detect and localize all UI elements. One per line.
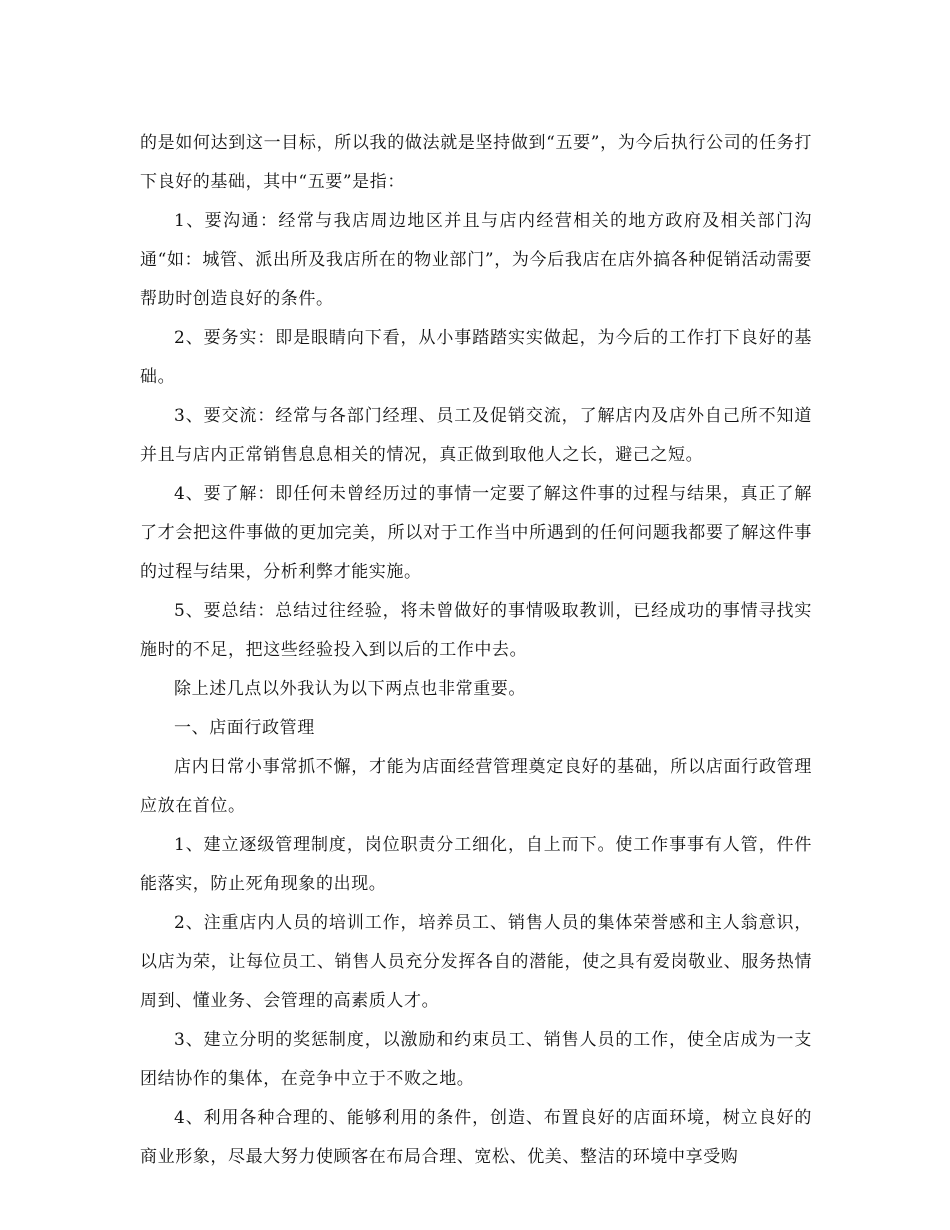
paragraph-item-exchange: 3、要交流：经常与各部门经理、员工及促销交流，了解店内及店外自己所不知道并且与店内正常销售息息相关的情况，真正做到取他人之长，避己之短。 xyxy=(140,406,812,465)
paragraph-item-practical: 2、要务实：即是眼睛向下看，从小事踏踏实实做起，为今后的工作打下良好的基础。 xyxy=(140,328,812,387)
section-heading-store-admin: 一、店面行政管理 xyxy=(174,718,315,738)
paragraph-store-admin-intro: 店内日常小事常抓不懈，才能为店面经营管理奠定良好的基础，所以店面行政管理应放在首位。 xyxy=(140,757,812,816)
paragraph-continuation: 的是如何达到这一目标，所以我的做法就是坚持做到“五要”，为今后执行公司的任务打下良好的基础，其中“五要”是指： xyxy=(140,133,812,192)
paragraph-admin-item-4: 4、利用各种合理的、能够利用的条件，创造、布置良好的店面环境，树立良好的商业形象，尽最大努力使顾客在布局合理、宽松、优美、整洁的环境中享受购 xyxy=(140,1108,812,1167)
paragraph-admin-item-2: 2、注重店内人员的培训工作，培养员工、销售人员的集体荣誉感和主人翁意识，以店为荣，让每位员工、销售人员充分发挥各自的潜能，使之具有爱岗敬业、服务热情周到、懂业务、会管理的高素质人才。 xyxy=(140,913,812,1011)
paragraph-item-summarize: 5、要总结：总结过往经验，将未曾做好的事情吸取教训，已经成功的事情寻找实施时的不足，把这些经验投入到以后的工作中去。 xyxy=(140,601,812,660)
paragraph-item-communicate: 1、要沟通：经常与我店周边地区并且与店内经营相关的地方政府及相关部门沟通“如：城管、派出所及我店所在的物业部门”，为今后我店在店外搞各种促销活动需要帮助时创造良好的条件。 xyxy=(140,211,812,309)
paragraph-item-understand: 4、要了解：即任何未曾经历过的事情一定要了解这件事的过程与结果，真正了解了才会把这件事做的更加完美，所以对于工作当中所遇到的任何问题我都要了解这件事的过程与结果，分析利弊才能实施。 xyxy=(140,484,812,582)
document-body xyxy=(140,124,812,1177)
paragraph-admin-item-1: 1、建立逐级管理制度，岗位职责分工细化，自上而下。使工作事事有人管，件件能落实，防止死角现象的出现。 xyxy=(140,835,812,894)
paragraph-admin-item-3: 3、建立分明的奖惩制度，以激励和约束员工、销售人员的工作，使全店成为一支团结协作的集体，在竞争中立于不败之地。 xyxy=(140,1030,812,1089)
paragraph-transition: 除上述几点以外我认为以下两点也非常重要。 xyxy=(174,679,526,699)
